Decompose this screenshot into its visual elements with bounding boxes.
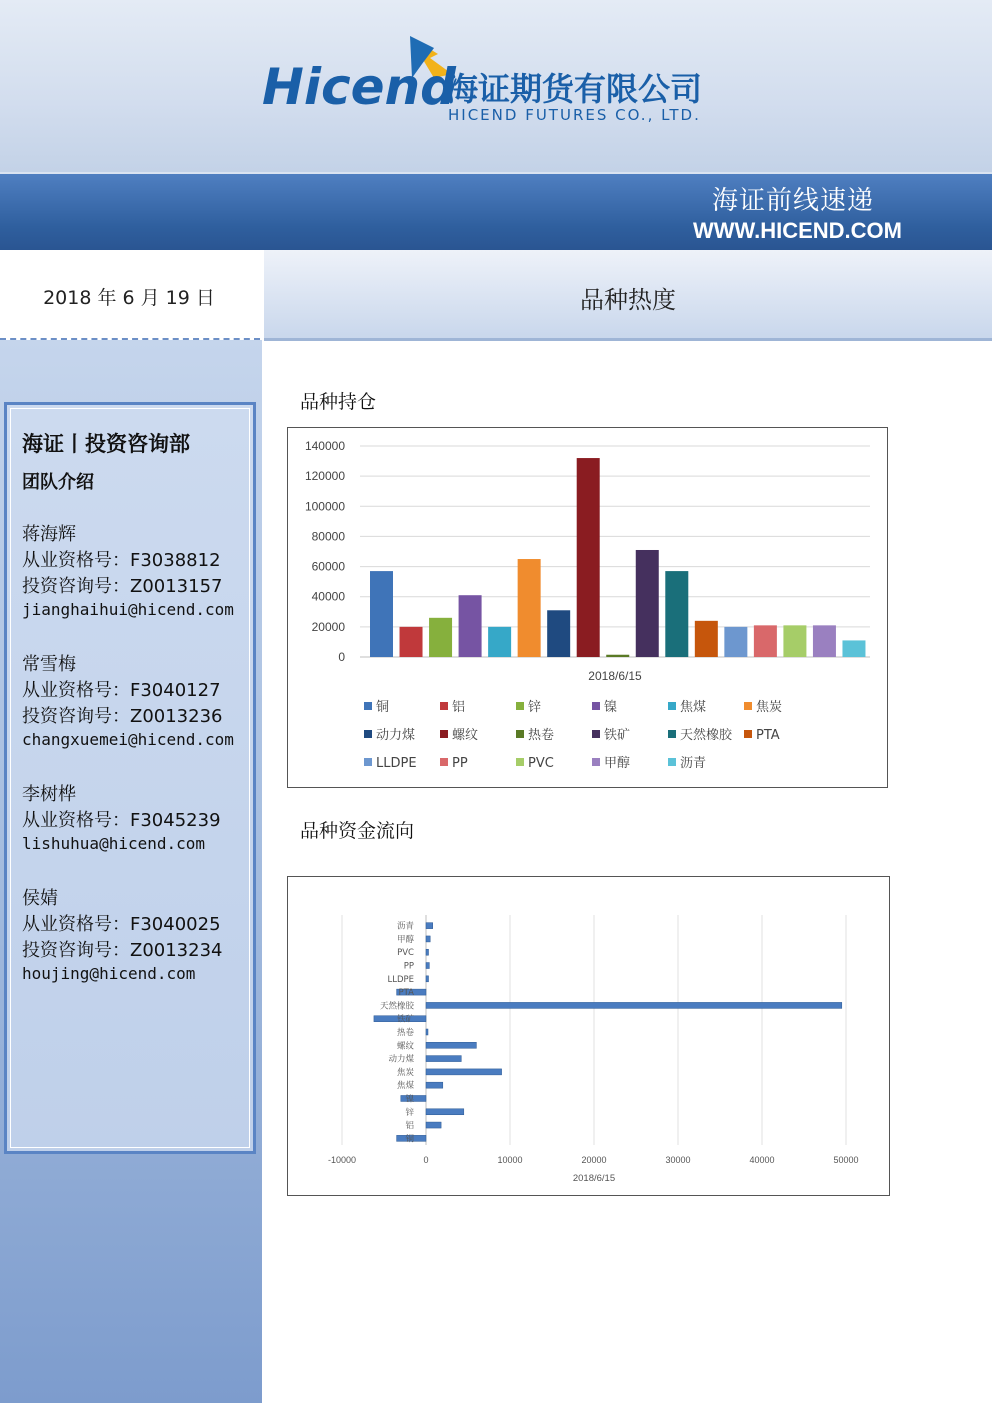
legend-label: 铁矿 bbox=[604, 728, 631, 743]
legend-swatch bbox=[516, 702, 524, 710]
team-intro-label: 团队介绍 bbox=[22, 472, 94, 493]
bar-热卷 bbox=[606, 655, 629, 657]
y-tick-label: 80000 bbox=[311, 529, 345, 544]
flow-bar-螺纹 bbox=[426, 1042, 476, 1048]
logo-sub-text: HICEND FUTURES CO., LTD. bbox=[448, 106, 701, 124]
legend-swatch bbox=[516, 758, 524, 766]
flow-bar-热卷 bbox=[426, 1029, 428, 1035]
bar-铜 bbox=[370, 571, 393, 657]
category-label: 铝 bbox=[405, 1121, 414, 1132]
holdings-section-title: 品种持仓 bbox=[300, 391, 377, 413]
category-label: 天然橡胶 bbox=[379, 1001, 414, 1012]
legend-swatch bbox=[440, 702, 448, 710]
bar-锌 bbox=[429, 618, 452, 657]
bar-镍 bbox=[459, 595, 482, 657]
member-qualification: 从业资格号：F3038812 bbox=[22, 550, 221, 571]
legend-swatch bbox=[364, 730, 372, 738]
category-label: 热卷 bbox=[396, 1028, 414, 1038]
logo-en-text: Hicend bbox=[262, 58, 456, 116]
category-label: PTA bbox=[398, 988, 414, 999]
category-label: LLDPE bbox=[387, 974, 414, 985]
category-label: 镍 bbox=[405, 1094, 414, 1105]
y-tick-label: 120000 bbox=[304, 469, 345, 484]
flow-bar-锌 bbox=[426, 1109, 464, 1115]
legend-label: 镍 bbox=[604, 700, 618, 715]
report-date: 2018 年 6 月 19 日 bbox=[43, 287, 215, 309]
category-label: 锌 bbox=[405, 1107, 414, 1118]
member-qualification: 从业资格号：F3045239 bbox=[22, 810, 221, 831]
legend-label: 铝 bbox=[452, 700, 466, 715]
member-consult-number: 投资咨询号：Z0013236 bbox=[22, 706, 223, 727]
bar-LLDPE bbox=[724, 627, 747, 657]
company-logo bbox=[262, 34, 732, 134]
member-name: 侯婧 bbox=[22, 888, 58, 909]
flow-bar-焦炭 bbox=[426, 1069, 502, 1075]
flows-section-title: 品种资金流向 bbox=[300, 820, 415, 842]
legend-swatch bbox=[364, 702, 372, 710]
bar-PVC bbox=[783, 625, 806, 657]
category-label: PVC bbox=[397, 948, 414, 959]
y-tick-label: 100000 bbox=[304, 499, 345, 514]
flow-bar-PVC bbox=[426, 949, 429, 955]
legend-label: 螺纹 bbox=[452, 728, 479, 743]
member-qualification: 从业资格号：F3040127 bbox=[22, 680, 221, 701]
legend-swatch bbox=[440, 758, 448, 766]
page-title: 品种热度 bbox=[580, 286, 676, 314]
legend-label: 铜 bbox=[376, 700, 390, 715]
y-tick-label: 20000 bbox=[311, 619, 345, 634]
legend-swatch bbox=[516, 730, 524, 738]
x-tick-label: 50000 bbox=[833, 1155, 859, 1165]
bar-铝 bbox=[400, 627, 423, 657]
x-tick-label: 40000 bbox=[749, 1155, 775, 1165]
category-label: 铜 bbox=[405, 1134, 414, 1145]
legend-label: 焦煤 bbox=[680, 700, 707, 715]
category-label: PP bbox=[403, 961, 414, 972]
bar-天然橡胶 bbox=[665, 571, 688, 657]
legend-label: 甲醇 bbox=[604, 756, 631, 771]
flow-bar-甲醇 bbox=[426, 936, 430, 942]
x-tick-label: 10000 bbox=[497, 1155, 523, 1165]
x-tick-label: -10000 bbox=[327, 1155, 357, 1165]
team-box-inner bbox=[10, 408, 250, 1148]
banner-url: WWW.HICEND.COM bbox=[693, 218, 902, 243]
legend-swatch bbox=[364, 758, 372, 766]
flow-bar-沥青 bbox=[426, 923, 433, 929]
legend-swatch bbox=[744, 702, 752, 710]
holdings-bar-chart bbox=[288, 428, 887, 787]
category-label: 螺纹 bbox=[396, 1041, 414, 1052]
category-label: 铁矿 bbox=[396, 1014, 414, 1025]
legend-label: 动力煤 bbox=[376, 728, 416, 743]
flow-bar-天然橡胶 bbox=[426, 1002, 842, 1008]
bar-沥青 bbox=[842, 640, 865, 657]
y-tick-label: 140000 bbox=[304, 439, 345, 453]
bar-螺纹 bbox=[577, 458, 600, 657]
member-name: 李树桦 bbox=[22, 784, 76, 805]
legend-label: PP bbox=[452, 756, 468, 771]
legend-swatch bbox=[592, 758, 600, 766]
logo-cn-text: 海证期货有限公司 bbox=[446, 70, 703, 108]
flow-bar-焦煤 bbox=[426, 1082, 443, 1088]
member-name: 常雪梅 bbox=[22, 654, 76, 675]
legend-label: 沥青 bbox=[680, 756, 707, 771]
legend-swatch bbox=[668, 730, 676, 738]
banner-title: 海证前线速递 bbox=[711, 186, 874, 216]
category-label: 焦煤 bbox=[396, 1081, 414, 1092]
legend-swatch bbox=[744, 730, 752, 738]
member-email[interactable]: houjing@hicend.com bbox=[22, 964, 196, 983]
member-consult-number: 投资咨询号：Z0013234 bbox=[22, 940, 223, 961]
category-label: 沥青 bbox=[396, 921, 414, 932]
bar-焦煤 bbox=[488, 627, 511, 657]
legend-label: 焦炭 bbox=[756, 700, 783, 715]
x-tick-label: 0 bbox=[423, 1155, 429, 1165]
y-tick-label: 60000 bbox=[311, 559, 345, 574]
legend-label: PVC bbox=[528, 756, 554, 771]
legend-label: LLDPE bbox=[376, 756, 417, 771]
legend-label: PTA bbox=[756, 728, 780, 743]
category-label: 动力煤 bbox=[388, 1054, 414, 1065]
flow-bar-动力煤 bbox=[426, 1056, 461, 1062]
category-label: 焦炭 bbox=[396, 1067, 414, 1078]
legend-swatch bbox=[440, 730, 448, 738]
x-tick-label: 20000 bbox=[581, 1155, 607, 1165]
legend-swatch bbox=[592, 730, 600, 738]
member-email[interactable]: jianghaihui@hicend.com bbox=[22, 600, 234, 619]
legend-label: 天然橡胶 bbox=[680, 728, 733, 743]
member-email[interactable]: changxuemei@hicend.com bbox=[22, 730, 234, 749]
legend-swatch bbox=[668, 758, 676, 766]
flows-bar-chart bbox=[288, 877, 889, 1195]
member-consult-number: 投资咨询号：Z0013157 bbox=[22, 576, 223, 597]
y-tick-label: 0 bbox=[338, 650, 345, 664]
bar-焦炭 bbox=[518, 559, 541, 657]
bar-动力煤 bbox=[547, 610, 570, 657]
legend-label: 热卷 bbox=[528, 728, 555, 743]
flow-bar-LLDPE bbox=[426, 976, 429, 982]
bar-甲醇 bbox=[813, 625, 836, 657]
bar-PP bbox=[754, 625, 777, 657]
member-email[interactable]: lishuhua@hicend.com bbox=[22, 834, 206, 853]
flow-bar-铝 bbox=[426, 1122, 441, 1128]
x-axis-label: 2018/6/15 bbox=[572, 1173, 616, 1184]
category-label: 甲醇 bbox=[396, 934, 414, 945]
legend-swatch bbox=[668, 702, 676, 710]
flow-bar-PP bbox=[426, 963, 429, 969]
member-qualification: 从业资格号：F3040025 bbox=[22, 914, 221, 935]
x-tick-label: 30000 bbox=[665, 1155, 691, 1165]
bar-PTA bbox=[695, 621, 718, 657]
legend-swatch bbox=[592, 702, 600, 710]
y-tick-label: 40000 bbox=[311, 589, 345, 604]
legend-label: 锌 bbox=[528, 700, 542, 715]
holdings-chart-frame bbox=[287, 427, 888, 788]
flows-chart-frame bbox=[287, 876, 890, 1196]
member-name: 蒋海辉 bbox=[22, 524, 76, 545]
bar-铁矿 bbox=[636, 550, 659, 657]
dept-title: 海证丨投资咨询部 bbox=[22, 432, 190, 456]
x-axis-label: 2018/6/15 bbox=[588, 669, 642, 683]
